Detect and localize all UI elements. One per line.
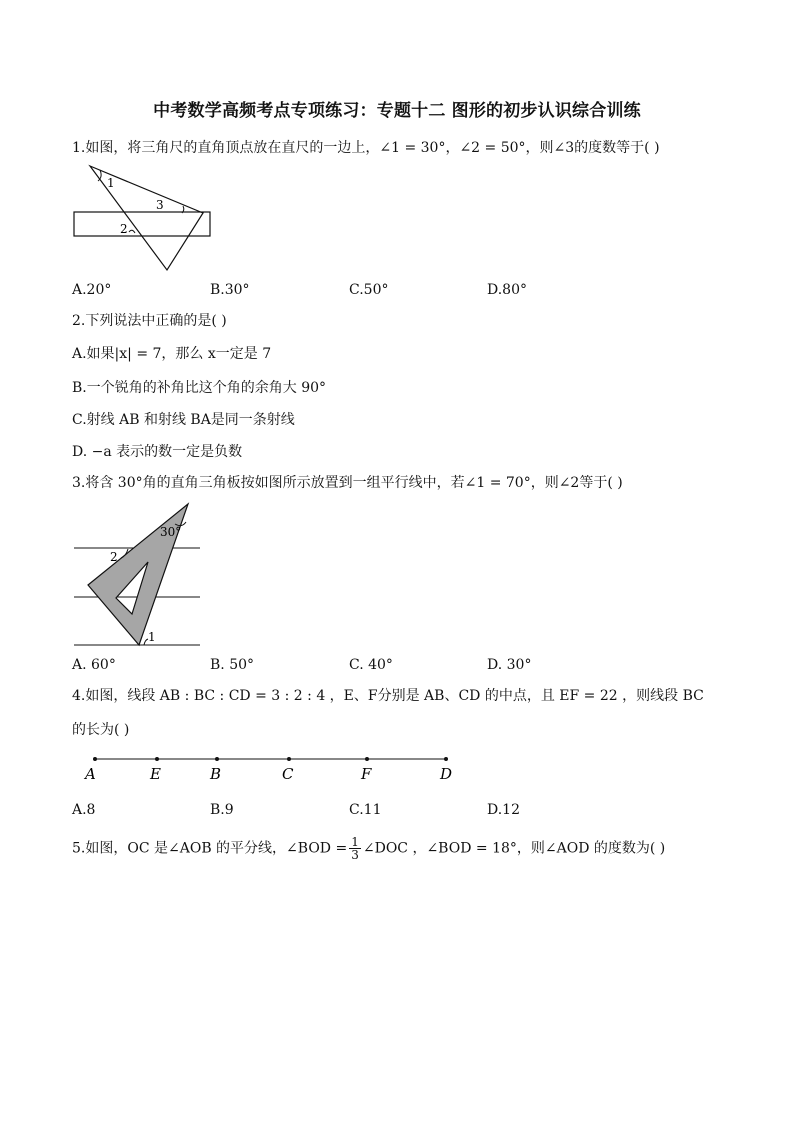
angle-1-label: 1 xyxy=(148,630,156,644)
angle-1-label: 1 xyxy=(107,176,115,190)
q5-stem-part2: ∠DOC ，∠BOD = 18°，则∠AOD 的度数为( ) xyxy=(362,840,666,857)
fraction-denominator: 3 xyxy=(351,848,359,862)
page-title: 中考数学高频考点专项练习：专题十二 图形的初步认识综合训练 xyxy=(153,101,641,121)
q3-option-d[interactable]: D. 30° xyxy=(487,657,532,673)
q2-option-b[interactable]: B.一个锐角的补角比这个角的余角大 90° xyxy=(72,380,327,396)
q2-option-a[interactable]: A.如果|x| = 7，那么 x一定是 7 xyxy=(72,346,272,362)
point-a-dot xyxy=(93,757,97,761)
angle-3-label: 3 xyxy=(156,198,164,212)
angle-2-label: 2 xyxy=(120,222,128,236)
parallel-lines-triangle-figure xyxy=(72,500,204,650)
q4-option-b[interactable]: B.9 xyxy=(210,802,234,818)
q5-stem-part1: 5.如图，OC 是∠AOB 的平分线，∠BOD = xyxy=(72,840,348,857)
angle-30-label: 30° xyxy=(160,525,182,539)
point-d-label: D xyxy=(440,765,453,783)
angle-2-label: 2 xyxy=(110,550,118,564)
q4-option-d[interactable]: D.12 xyxy=(487,802,520,818)
q3-option-b[interactable]: B. 50° xyxy=(210,657,255,673)
question-4-stem-line1: 4.如图，线段 AB : BC : CD = 3 : 2 : 4 ，E、F分别是 AB、CD 的中点，且 EF = 22 ，则线段 BC xyxy=(72,688,704,704)
ruler-triangle-figure xyxy=(70,162,220,274)
question-4-stem-line2: 的长为( ) xyxy=(72,722,130,738)
q1-option-d[interactable]: D.80° xyxy=(487,282,527,298)
angle-1-arc xyxy=(98,170,101,181)
q4-option-c[interactable]: C.11 xyxy=(349,802,382,818)
q2-option-c[interactable]: C.射线 AB 和射线 BA是同一条射线 xyxy=(72,412,295,428)
q1-option-a[interactable]: A.20° xyxy=(72,282,112,298)
q3-option-a[interactable]: A. 60° xyxy=(72,657,116,673)
point-f-dot xyxy=(365,757,369,761)
question-3-stem: 3.将含 30°角的直角三角板按如图所示放置到一组平行线中，若∠1 = 70°，则∠2等于( ) xyxy=(72,475,623,491)
fraction-one-third xyxy=(349,836,361,861)
fraction-numerator: 1 xyxy=(351,835,359,849)
question-2-stem: 2.下列说法中正确的是( ) xyxy=(72,313,227,329)
q1-option-b[interactable]: B.30° xyxy=(210,282,250,298)
segment-figure xyxy=(78,750,458,786)
point-c-dot xyxy=(287,757,291,761)
point-c-label: C xyxy=(282,765,294,783)
question-5-stem xyxy=(72,836,665,861)
point-f-label: F xyxy=(361,765,372,783)
point-a-label: A xyxy=(85,765,96,783)
point-b-dot xyxy=(215,757,219,761)
q4-option-a[interactable]: A.8 xyxy=(72,802,96,818)
question-1-stem: 1.如图，将三角尺的直角顶点放在直尺的一边上，∠1 = 30°，∠2 = 50°，则∠3的度数等于( ) xyxy=(72,140,660,156)
q2-option-d[interactable]: D. −a 表示的数一定是负数 xyxy=(72,444,243,460)
point-d-dot xyxy=(444,757,448,761)
point-e-dot xyxy=(155,757,159,761)
q3-option-c[interactable]: C. 40° xyxy=(349,657,393,673)
ruler-shape xyxy=(74,212,210,236)
point-b-label: B xyxy=(210,765,222,783)
point-e-label: E xyxy=(150,765,161,783)
q1-option-c[interactable]: C.50° xyxy=(349,282,389,298)
